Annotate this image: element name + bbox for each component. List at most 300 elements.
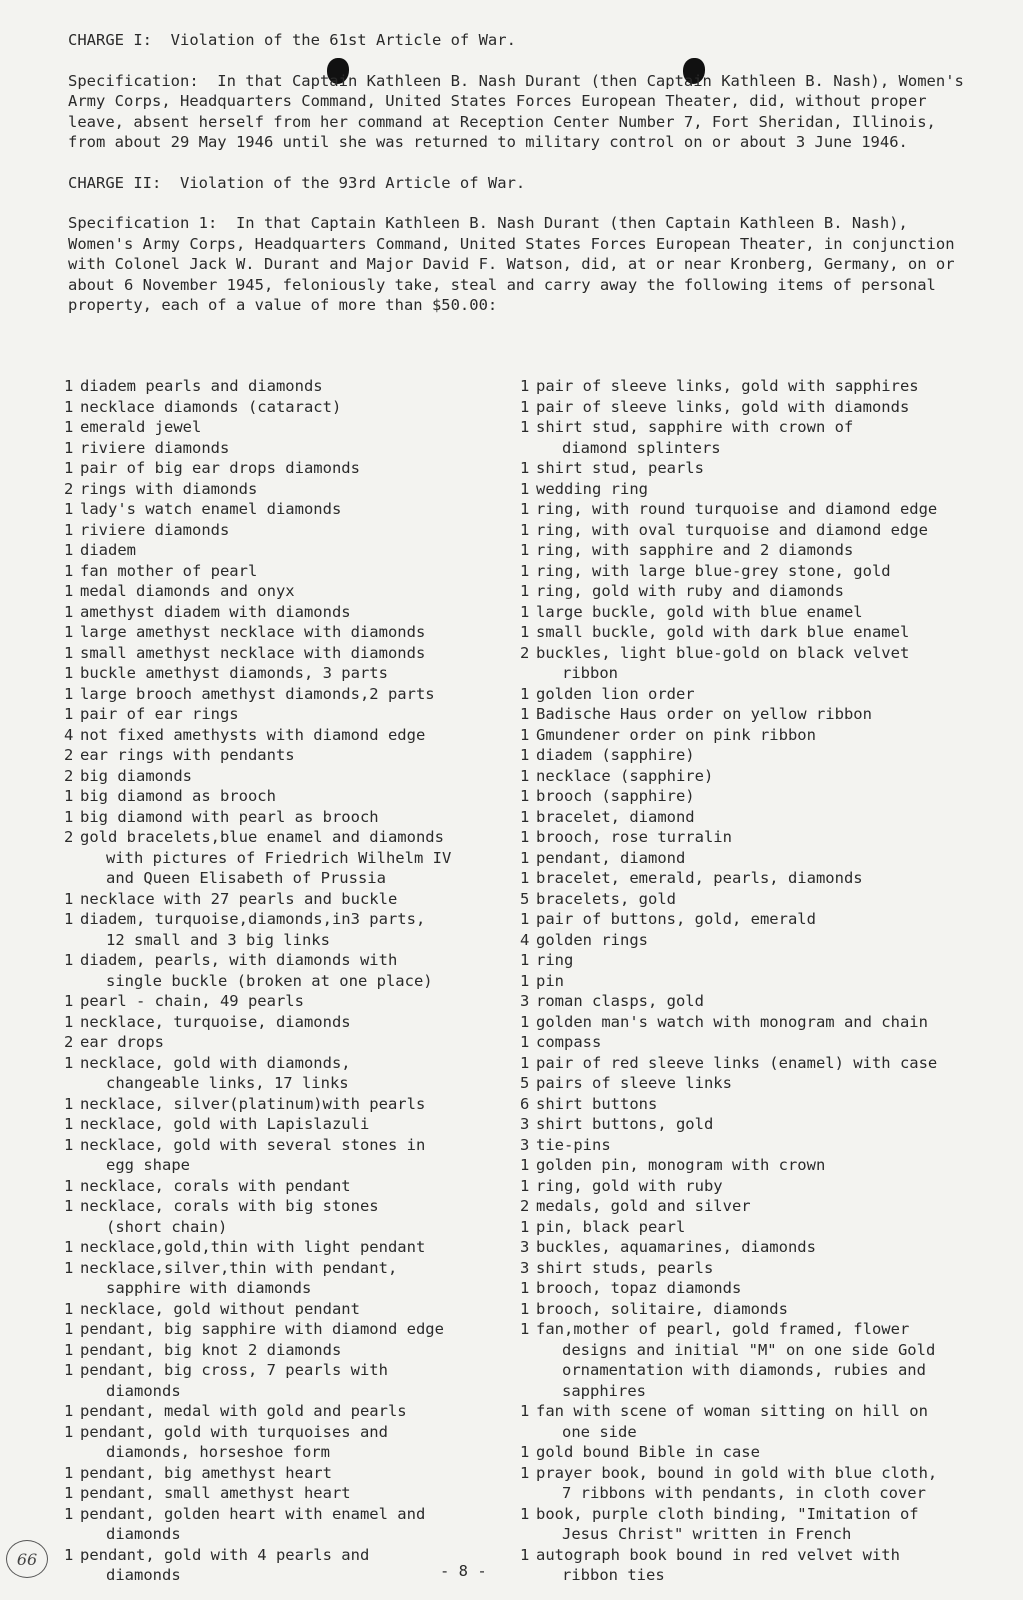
- item-description-line: necklace, gold with diamonds,: [80, 1053, 351, 1072]
- item-description: [80, 1483, 504, 1504]
- item-description-line: diamond splinters: [562, 438, 721, 457]
- list-item: [64, 1176, 504, 1197]
- item-quantity: 1: [520, 1176, 530, 1195]
- item-description: [80, 520, 504, 541]
- item-quantity: 1: [64, 1135, 74, 1154]
- item-description: [80, 438, 504, 459]
- list-item: [64, 807, 504, 828]
- list-item: [64, 1196, 504, 1237]
- item-description: [536, 417, 990, 458]
- item-description: [536, 1319, 990, 1401]
- item-description-line: necklace,silver,thin with pendant,: [80, 1258, 398, 1277]
- item-description: [536, 786, 990, 807]
- item-description-line: one side: [562, 1422, 637, 1441]
- list-item: [64, 827, 504, 889]
- list-item: [520, 930, 990, 951]
- item-quantity: 1: [520, 1033, 530, 1051]
- page-number: - 8 -: [440, 1562, 487, 1580]
- item-description: [536, 1258, 990, 1279]
- item-description: [536, 1196, 990, 1217]
- item-quantity: 1: [64, 1115, 74, 1133]
- item-description-line: pendant, medal with gold and pearls: [80, 1402, 407, 1420]
- item-description: [536, 581, 990, 602]
- item-description: [80, 684, 504, 705]
- item-quantity: 1: [64, 1361, 74, 1379]
- item-description: [80, 1196, 504, 1237]
- item-quantity: 1: [520, 1443, 530, 1461]
- item-description-line: diamonds: [106, 1566, 181, 1584]
- item-description-line: diamonds: [106, 1525, 181, 1543]
- item-quantity: 1: [64, 705, 74, 723]
- item-description-line: single buckle (broken at one place): [106, 971, 433, 990]
- item-quantity: 2: [520, 643, 530, 662]
- item-description: [536, 540, 990, 561]
- item-quantity: 2: [64, 766, 74, 785]
- list-item: [64, 786, 504, 807]
- item-description: [536, 479, 990, 500]
- list-item: [64, 602, 504, 623]
- item-quantity: 1: [520, 582, 530, 600]
- list-item: [64, 479, 504, 500]
- item-description-line: pendant, big knot 2 diamonds: [80, 1340, 342, 1359]
- item-quantity: 1: [520, 459, 530, 477]
- item-quantity: 1: [520, 418, 530, 436]
- item-description: [536, 1114, 990, 1135]
- item-description-line: small amethyst necklace with diamonds: [80, 643, 426, 662]
- list-item: [64, 520, 504, 541]
- item-quantity: 1: [520, 705, 530, 723]
- item-description: [80, 1114, 504, 1135]
- item-description-line: gold bound Bible in case: [536, 1443, 760, 1461]
- list-item: [64, 1340, 504, 1361]
- list-item: [64, 663, 504, 684]
- item-description: [80, 1053, 504, 1094]
- list-item: [520, 1237, 990, 1258]
- item-quantity: 1: [64, 684, 74, 703]
- item-quantity: 1: [520, 561, 530, 580]
- list-item: [64, 622, 504, 643]
- item-description-line: bracelet, diamond: [536, 807, 695, 826]
- list-item: [520, 1135, 990, 1156]
- item-description: [536, 1053, 990, 1074]
- item-description-line: wedding ring: [536, 479, 648, 498]
- item-description-line: (short chain): [106, 1217, 228, 1236]
- list-item: [64, 540, 504, 561]
- item-description-line: big diamond as brooch: [80, 787, 276, 805]
- list-item: [64, 1258, 504, 1299]
- list-item: [64, 1483, 504, 1504]
- item-quantity: 1: [64, 459, 74, 477]
- item-description-line: autograph book bound in red velvet with: [536, 1545, 900, 1564]
- item-description-line: ring, with round turquoise and diamond edge: [536, 500, 938, 518]
- list-item: [64, 397, 504, 418]
- item-description-line: shirt stud, sapphire with crown of: [536, 418, 854, 436]
- item-description: [80, 479, 504, 500]
- list-item: [64, 1094, 504, 1115]
- list-item: [64, 745, 504, 766]
- item-quantity: 1: [520, 1463, 530, 1482]
- charge-2-specification: Specification 1: In that Captain Kathleen B. Nash Durant (then Captain Kathleen B. Nash), Women's Army Corps, Headquarters Command, United States Forces European Theater, in conjunction with Colonel Jack W. Durant and Major David F. Watson, did, at or near Kronberg, Germany, on or about 6 November 1945, feloniously take, steal and carry away the following items of personal property, each of a value of more than $50.00:: [68, 214, 964, 314]
- item-description-line: book, purple cloth binding, "Imitation of: [536, 1504, 919, 1523]
- item-quantity: 1: [520, 479, 530, 498]
- item-description: [536, 1032, 990, 1053]
- item-description: [536, 1094, 990, 1115]
- list-item: [520, 848, 990, 869]
- item-quantity: 1: [64, 1422, 74, 1441]
- list-item: [64, 950, 504, 991]
- item-description-line: not fixed amethysts with diamond edge: [80, 725, 426, 744]
- list-item: [64, 991, 504, 1012]
- item-description: [536, 807, 990, 828]
- item-description: [80, 602, 504, 623]
- item-description: [536, 1155, 990, 1176]
- list-item: [520, 950, 990, 971]
- item-description: [80, 725, 504, 746]
- item-description: [80, 1176, 504, 1197]
- list-item: [520, 1442, 990, 1463]
- list-item: [64, 376, 504, 397]
- list-item: [520, 1545, 990, 1586]
- list-item: [520, 1073, 990, 1094]
- item-quantity: 1: [520, 520, 530, 539]
- item-quantity: 1: [520, 1402, 530, 1420]
- list-item: [64, 417, 504, 438]
- item-description: [536, 397, 990, 418]
- item-description-line: 12 small and 3 big links: [106, 930, 330, 949]
- item-description: [80, 745, 504, 766]
- list-item: [64, 1504, 504, 1545]
- list-item: [64, 643, 504, 664]
- list-item: [64, 684, 504, 705]
- item-description-line: ring, gold with ruby and diamonds: [536, 582, 844, 600]
- item-description-line: diadem: [80, 541, 136, 559]
- item-description-line: medals, gold and silver: [536, 1197, 751, 1215]
- list-item: [520, 1299, 990, 1320]
- item-description: [80, 1360, 504, 1401]
- item-description: [80, 991, 504, 1012]
- item-description: [536, 561, 990, 582]
- item-description-line: pendant, golden heart with enamel and: [80, 1504, 426, 1523]
- item-description: [80, 561, 504, 582]
- item-description-line: and Queen Elisabeth of Prussia: [106, 869, 386, 887]
- item-description-line: gold bracelets,blue enamel and diamonds: [80, 828, 444, 846]
- item-quantity: 1: [64, 418, 74, 436]
- item-description-line: diamonds, horseshoe form: [106, 1443, 330, 1461]
- item-description: [536, 930, 990, 951]
- item-quantity: 1: [64, 1402, 74, 1420]
- item-quantity: 1: [64, 787, 74, 805]
- list-item: [520, 1176, 990, 1197]
- item-description-line: buckles, light blue-gold on black velvet: [536, 643, 910, 662]
- item-description-line: ring, with oval turquoise and diamond edge: [536, 520, 928, 539]
- charge-1-title: CHARGE I: Violation of the 61st Article of War.: [68, 31, 516, 49]
- item-quantity: 1: [64, 602, 74, 621]
- item-description-line: pairs of sleeve links: [536, 1074, 732, 1092]
- item-quantity: 1: [520, 971, 530, 990]
- item-description: [80, 622, 504, 643]
- item-description-line: designs and initial "M" on one side Gold: [562, 1340, 936, 1359]
- item-description-line: buckle amethyst diamonds, 3 parts: [80, 664, 388, 682]
- list-item: [64, 1114, 504, 1135]
- item-description-line: buckles, aquamarines, diamonds: [536, 1238, 816, 1256]
- charges-block: [68, 30, 974, 336]
- item-description: [536, 1463, 990, 1504]
- item-description: [80, 1463, 504, 1484]
- item-description-line: brooch (sapphire): [536, 787, 695, 805]
- list-item: [64, 1545, 504, 1586]
- item-quantity: 1: [64, 1340, 74, 1359]
- list-item: [520, 458, 990, 479]
- item-description-line: compass: [536, 1033, 602, 1051]
- item-description-line: Gmundener order on pink ribbon: [536, 725, 816, 744]
- item-description: [80, 376, 504, 397]
- item-description-line: pendant, diamond: [536, 848, 686, 867]
- item-description: [536, 1401, 990, 1442]
- item-description-line: pair of ear rings: [80, 705, 239, 723]
- item-description: [80, 704, 504, 725]
- list-item: [520, 1012, 990, 1033]
- item-description-line: sapphire with diamonds: [106, 1279, 312, 1297]
- item-quantity: 1: [64, 1545, 74, 1564]
- item-description: [536, 704, 990, 725]
- list-item: [64, 889, 504, 910]
- list-item: [520, 376, 990, 397]
- list-item: [64, 1135, 504, 1176]
- item-quantity: 1: [520, 500, 530, 518]
- item-description-line: pin, black pearl: [536, 1217, 686, 1236]
- list-item: [64, 909, 504, 950]
- item-quantity: 2: [64, 479, 74, 498]
- item-quantity: 1: [64, 643, 74, 662]
- item-quantity: 1: [64, 1094, 74, 1113]
- item-description: [80, 1422, 504, 1463]
- item-description-line: ring: [536, 951, 574, 969]
- margin-page-number: 66: [6, 1540, 48, 1578]
- list-item: [520, 1053, 990, 1074]
- item-quantity: 1: [520, 623, 530, 641]
- item-description-line: with pictures of Friedrich Wilhelm IV: [106, 848, 452, 867]
- item-description: [80, 950, 504, 991]
- list-item: [64, 561, 504, 582]
- item-description-line: pendant, gold with 4 pearls and: [80, 1545, 370, 1564]
- item-quantity: 5: [520, 889, 530, 908]
- item-description-line: large buckle, gold with blue enamel: [536, 602, 863, 621]
- item-description-line: ribbon: [562, 664, 618, 682]
- item-description-line: pair of red sleeve links (enamel) with case: [536, 1053, 938, 1072]
- item-quantity: 1: [64, 377, 74, 395]
- item-description-line: necklace, corals with big stones: [80, 1197, 379, 1215]
- item-description-line: roman clasps, gold: [536, 992, 704, 1010]
- item-quantity: 1: [64, 1197, 74, 1215]
- item-description: [80, 889, 504, 910]
- item-description: [80, 397, 504, 418]
- item-quantity: 1: [64, 1463, 74, 1482]
- item-description-line: medal diamonds and onyx: [80, 582, 295, 600]
- item-description: [536, 1012, 990, 1033]
- list-item: [520, 704, 990, 725]
- item-description-line: pendant, big amethyst heart: [80, 1463, 332, 1482]
- item-description-line: pendant, big cross, 7 pearls with: [80, 1361, 388, 1379]
- list-item: [520, 889, 990, 910]
- item-description-line: brooch, solitaire, diamonds: [536, 1299, 788, 1318]
- item-quantity: 1: [64, 1320, 74, 1338]
- item-description-line: 7 ribbons with pendants, in cloth cover: [562, 1484, 926, 1502]
- list-item: [520, 1155, 990, 1176]
- item-description-line: necklace, corals with pendant: [80, 1176, 351, 1195]
- item-description: [80, 1094, 504, 1115]
- item-description: [80, 909, 504, 950]
- item-description: [80, 663, 504, 684]
- list-item: [520, 1319, 990, 1401]
- list-item: [520, 1094, 990, 1115]
- item-description-line: necklace with 27 pearls and buckle: [80, 889, 398, 908]
- item-description-line: ribbon ties: [562, 1566, 665, 1584]
- item-description-line: pearl - chain, 49 pearls: [80, 992, 304, 1010]
- item-quantity: 6: [520, 1094, 530, 1113]
- item-quantity: 1: [64, 992, 74, 1010]
- item-quantity: 1: [64, 1299, 74, 1318]
- item-quantity: 1: [520, 1320, 530, 1338]
- item-description: [80, 1504, 504, 1545]
- item-description-line: fan with scene of woman sitting on hill on: [536, 1402, 928, 1420]
- list-item: [64, 499, 504, 520]
- item-description: [536, 909, 990, 930]
- item-description: [80, 1032, 504, 1053]
- item-description: [80, 1135, 504, 1176]
- list-item: [64, 458, 504, 479]
- list-item: [64, 581, 504, 602]
- item-description: [536, 499, 990, 520]
- item-quantity: 3: [520, 1238, 530, 1256]
- item-quantity: 1: [520, 684, 530, 703]
- item-quantity: 1: [64, 1504, 74, 1523]
- item-description: [80, 417, 504, 438]
- item-description: [80, 827, 504, 889]
- item-description-line: diadem (sapphire): [536, 746, 695, 764]
- item-description-line: golden pin, monogram with crown: [536, 1156, 826, 1174]
- item-description-line: golden lion order: [536, 684, 695, 703]
- list-item: [64, 704, 504, 725]
- item-description: [80, 1237, 504, 1258]
- item-description: [536, 745, 990, 766]
- property-list-left: [64, 376, 504, 1586]
- item-quantity: 5: [520, 1074, 530, 1092]
- item-description-line: big diamonds: [80, 766, 192, 785]
- item-description-line: brooch, topaz diamonds: [536, 1279, 742, 1297]
- list-item: [520, 499, 990, 520]
- item-quantity: 1: [520, 910, 530, 928]
- item-description-line: Badische Haus order on yellow ribbon: [536, 705, 872, 723]
- item-quantity: 1: [64, 889, 74, 908]
- item-description-line: ring, with large blue-grey stone, gold: [536, 561, 891, 580]
- list-item: [520, 643, 990, 684]
- list-item: [64, 766, 504, 787]
- item-quantity: 1: [64, 1012, 74, 1031]
- item-quantity: 1: [64, 951, 74, 969]
- item-description: [536, 1442, 990, 1463]
- item-description-line: necklace, gold with several stones in: [80, 1135, 426, 1154]
- list-item: [520, 725, 990, 746]
- item-description: [536, 520, 990, 541]
- item-quantity: 3: [520, 1258, 530, 1277]
- item-description-line: egg shape: [106, 1156, 190, 1174]
- list-item: [64, 1053, 504, 1094]
- list-item: [520, 807, 990, 828]
- list-item: [520, 766, 990, 787]
- item-quantity: 1: [520, 1299, 530, 1318]
- list-item: [64, 1463, 504, 1484]
- item-description-line: large amethyst necklace with diamonds: [80, 623, 426, 641]
- item-description-line: rings with diamonds: [80, 479, 258, 498]
- item-quantity: 1: [520, 1012, 530, 1031]
- item-quantity: 1: [64, 541, 74, 559]
- item-quantity: 3: [520, 1135, 530, 1154]
- item-description-line: shirt stud, pearls: [536, 459, 704, 477]
- list-item: [520, 602, 990, 623]
- list-item: [520, 971, 990, 992]
- item-quantity: 1: [520, 828, 530, 846]
- item-quantity: 1: [64, 500, 74, 518]
- item-description: [80, 643, 504, 664]
- item-quantity: 2: [64, 828, 74, 846]
- item-description: [536, 1176, 990, 1197]
- item-description: [80, 1299, 504, 1320]
- item-quantity: 1: [520, 1156, 530, 1174]
- item-description-line: diadem pearls and diamonds: [80, 377, 323, 395]
- item-description: [536, 1073, 990, 1094]
- item-description-line: amethyst diadem with diamonds: [80, 602, 351, 621]
- list-item: [64, 1237, 504, 1258]
- item-quantity: 1: [64, 1053, 74, 1072]
- property-list-right: [520, 376, 990, 1586]
- item-description-line: sapphires: [562, 1381, 646, 1400]
- list-item: [520, 397, 990, 418]
- item-description: [536, 684, 990, 705]
- item-quantity: 1: [64, 910, 74, 928]
- item-description: [536, 1217, 990, 1238]
- list-item: [520, 827, 990, 848]
- item-description: [536, 971, 990, 992]
- item-description-line: shirt buttons: [536, 1094, 658, 1113]
- item-quantity: 1: [64, 1238, 74, 1256]
- item-quantity: 2: [64, 746, 74, 764]
- list-item: [64, 1360, 504, 1401]
- list-item: [64, 1032, 504, 1053]
- item-description-line: prayer book, bound in gold with blue cloth,: [536, 1463, 938, 1482]
- item-description-line: pair of buttons, gold, emerald: [536, 910, 816, 928]
- item-description-line: ring, gold with ruby: [536, 1176, 723, 1195]
- list-item: [520, 786, 990, 807]
- item-description-line: pair of big ear drops diamonds: [80, 459, 360, 477]
- item-quantity: 4: [64, 725, 74, 744]
- item-description-line: large brooch amethyst diamonds,2 parts: [80, 684, 435, 703]
- item-quantity: 1: [520, 1545, 530, 1564]
- item-quantity: 1: [64, 438, 74, 457]
- item-description-line: pin: [536, 971, 564, 990]
- list-item: [520, 479, 990, 500]
- list-item: [520, 1278, 990, 1299]
- item-quantity: 1: [64, 664, 74, 682]
- list-item: [520, 540, 990, 561]
- item-description-line: necklace diamonds (cataract): [80, 397, 342, 416]
- item-description: [536, 991, 990, 1012]
- item-description-line: fan mother of pearl: [80, 561, 258, 580]
- item-quantity: 1: [520, 377, 530, 395]
- list-item: [520, 991, 990, 1012]
- item-description: [536, 889, 990, 910]
- item-description-line: brooch, rose turralin: [536, 828, 732, 846]
- item-description-line: necklace (sapphire): [536, 766, 714, 785]
